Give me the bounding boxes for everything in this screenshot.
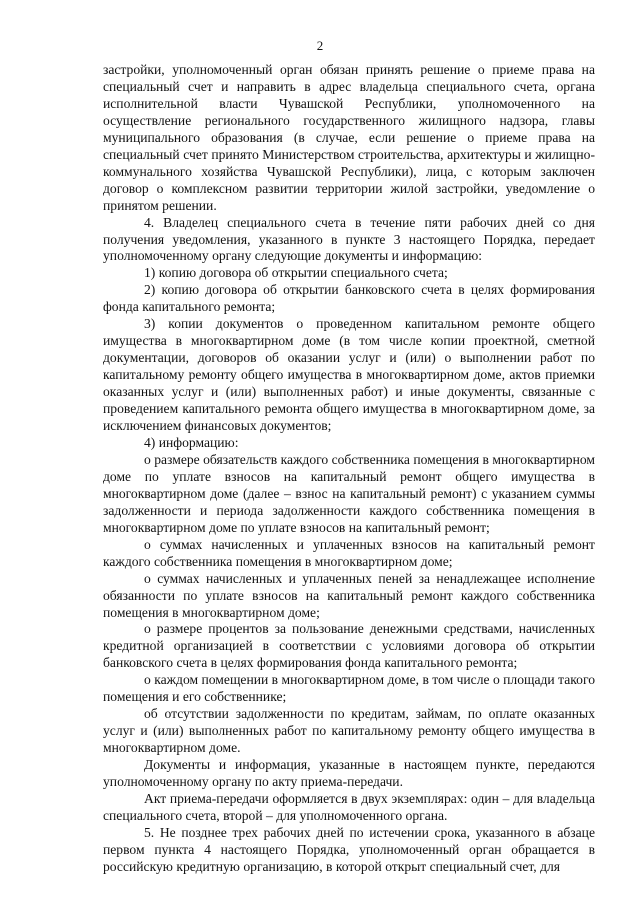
- paragraph-info-obligations: о размере обязательств каждого собственника помещения в многоквартирном доме по уплате взносов на капитальный ремонт общего имущества в многоквартирном доме (далее – взнос на капитальный ремонт) с указанием суммы задолженности и периода задолженности каждого собственника помещения в многоквартирном доме по уплате взносов на капитальный ремонт;: [103, 451, 595, 535]
- paragraph-info-interest: о размере процентов за пользование денежными средствами, начисленных кредитной организацией в соответствии с условиями договора об открытии банковского счета в целях формирования фонда капитального ремонта;: [103, 621, 595, 671]
- paragraph-info-penalties: о суммах начисленных и уплаченных пеней за ненадлежащее исполнение обязанности по уплате взносов на капитальный ремонт каждого собственника помещения в многоквартирном доме;: [103, 570, 595, 620]
- paragraph-subitem-2: 2) копию договора об открытии банковского счета в целях формирования фонда капитального ремонта;: [103, 282, 595, 315]
- paragraph-info-premises: о каждом помещении в многоквартирном доме, в том числе о площади такого помещения и его собственнике;: [103, 672, 595, 705]
- document-body: [103, 62, 595, 876]
- paragraph-info-no-debt: об отсутствии задолженности по кредитам, займам, по оплате оказанных услуг и (или) выполненных работ по капитальному ремонту общего имущества в многоквартирном доме.: [103, 706, 595, 756]
- paragraph-item-4: 4. Владелец специального счета в течение пяти рабочих дней со дня получения уведомления, указанного в пункте 3 настоящего Порядка, передает уполномоченному органу следующие документы и информацию:: [103, 214, 595, 264]
- paragraph-act-copies: Акт приема-передачи оформляется в двух экземплярах: один – для владельца специального счета, второй – для уполномоченного органа.: [103, 790, 595, 823]
- paragraph-subitem-1: 1) копию договора об открытии специального счета;: [144, 265, 448, 281]
- page-number: 2: [316, 38, 324, 53]
- paragraph-continuation: застройки, уполномоченный орган обязан принять решение о приеме права на специальный счет и направить в адрес владельца специального счета, органа исполнительной власти Чувашской Республики, уполномоченного на осуществление регионального государственного жилищного надзора, главы муниципального образования (в случае, если решение о приеме права на специальный счет принято Министерством строительства, архитектуры и жилищно-коммунального хозяйства Чувашской Республики), лица, с которым заключен договор о комплексном развитии территории жилой застройки, уведомление о принятом решении.: [103, 62, 595, 213]
- paragraph-transfer-act: Документы и информация, указанные в настоящем пункте, передаются уполномоченному органу по акту приема-передачи.: [103, 757, 595, 790]
- paragraph-subitem-4: 4) информацию:: [144, 434, 239, 450]
- paragraph-item-5: 5. Не позднее трех рабочих дней по истечении срока, указанного в абзаце первом пункта 4 настоящего Порядка, уполномоченный орган обращается в российскую кредитную организацию, в которой открыт специальный счет, для: [103, 824, 595, 874]
- paragraph-subitem-3: 3) копии документов о проведенном капитальном ремонте общего имущества в многоквартирном доме (в том числе копии проектной, сметной документации, договоров об оказании услуг и (или) о выполнении работ по капитальному ремонту общего имущества в многоквартирном доме, актов приемки оказанных услуг и (или) выполненных работ) и иные документы, связанные с проведением капитального ремонта общего имущества в многоквартирном доме, за исключением финансовых документов;: [103, 316, 595, 434]
- paragraph-info-contributions: о суммах начисленных и уплаченных взносов на капитальный ремонт каждого собственника помещения в многоквартирном доме;: [103, 536, 595, 569]
